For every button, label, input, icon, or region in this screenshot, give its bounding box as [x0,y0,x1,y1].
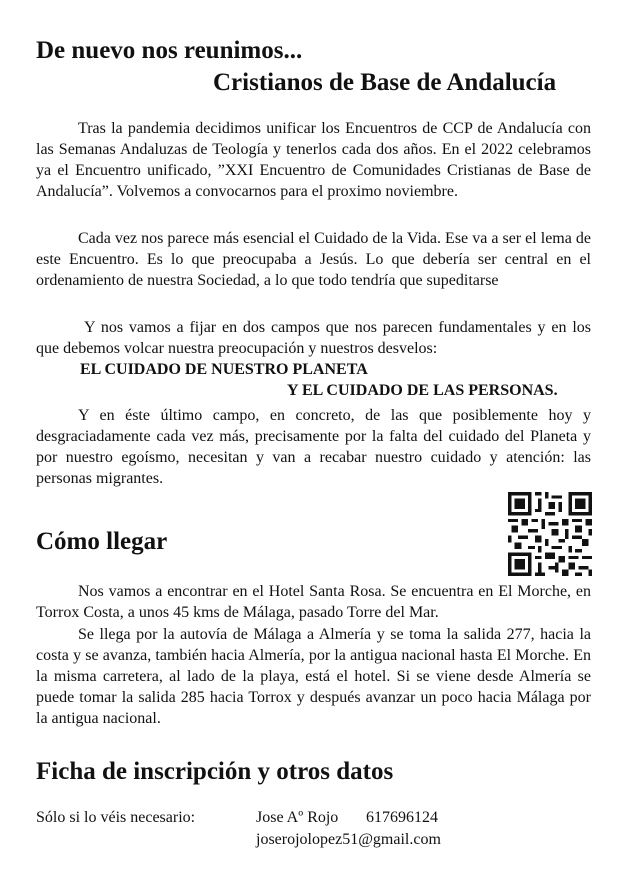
focus-planet: EL CUIDADO DE NUESTRO PLANETA [80,361,368,378]
intro-paragraph-3: Y nos vamos a fijar en dos campos que nos parecen fundamentales y en los que debemos volcar nuestra preocupación y nuestros desvelos: [36,319,591,357]
intro-paragraph-1: Tras la pandemia decidimos unificar los Encuentros de CCP de Andalucía con las Semanas Andaluzas de Teología y tenerlos cada dos años. En el 2022 celebramos ya el Encuentro unificado, ”XXI Encuentro de Comunidades Cristianas de Base de Andalucía”. Volvemos a convocarnos para el proximo noviembre. [36,120,591,200]
intro-paragraph-2: Cada vez nos parece más esencial el Cuidado de la Vida. Ese va a ser el lema de este Encuentro. Es lo que preocupaba a Jesús. Lo que debería ser central en el ordenamiento de nuestra Sociedad, a lo que todo tendría que supeditarse [36,230,591,289]
directions-paragraph-1: Nos vamos a encontrar en el Hotel Santa Rosa. Se encuentra en El Morche, en Torrox Costa, a unos 45 kms de Málaga, pasado Torre del Mar. [36,583,591,621]
intro-paragraph-4: Y en éste último campo, en concreto, de las que posiblemente hoy y desgraciadamente cada vez más, precisamente por la falta del cuidado del Planeta y por nuestro egoísmo, necesitan y van a recabar nuestro cuidado y atención: las personas migrantes. [36,407,591,487]
qr-code-icon[interactable] [508,492,592,576]
section-heading-directions: Cómo llegar [36,528,168,555]
contact-phone[interactable]: 617696124 [366,809,438,826]
page-subtitle: Cristianos de Base de Andalucía [213,69,557,96]
directions-paragraph-2: Se llega por la autovía de Málaga a Almería y se toma la salida 277, hacia la costa y se avanza, también hacia Almería, por la antigua nacional hasta El Morche. En la misma carretera, al lado de la playa, está el hotel. Si se viene desde Almería se puede tomar la salida 285 hacia Torrox y después avanzar un poco hacia Málaga por la antigua nacional. [36,626,591,727]
contact-label: Sólo si lo véis necesario: [36,809,196,826]
section-heading-registration: Ficha de inscripción y otros datos [36,758,394,785]
page-title: De nuevo nos reunimos... [36,37,303,64]
focus-people: Y EL CUIDADO DE LAS PERSONAS. [287,382,558,399]
contact-email[interactable]: joserojolopez51@gmail.com [256,831,441,848]
contact-name: Jose Aº Rojo [256,809,339,826]
